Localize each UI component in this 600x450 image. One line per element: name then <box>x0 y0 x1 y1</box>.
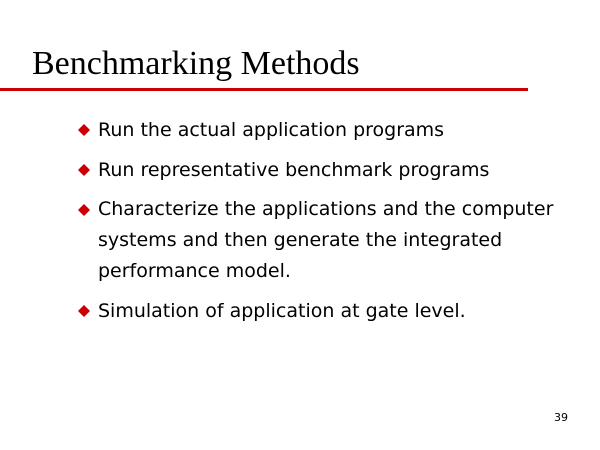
page-number: 39 <box>554 411 568 424</box>
slide-title: Benchmarking Methods <box>32 45 360 82</box>
diamond-bullet-icon <box>78 124 90 136</box>
title-underline <box>0 88 528 91</box>
bullet-item <box>78 295 578 327</box>
bullet-list <box>78 114 578 335</box>
bullet-item <box>78 154 578 186</box>
diamond-bullet-icon <box>78 164 90 176</box>
bullet-text: Simulation of application at gate level. <box>98 300 466 322</box>
bullet-text: Run the actual application programs <box>98 119 445 141</box>
bullet-item <box>78 114 578 146</box>
bullet-text: Run representative benchmark programs <box>98 159 490 181</box>
diamond-bullet-icon <box>78 305 90 317</box>
bullet-text: Characterize the applications and the computer systems and then generate the integrated performance model. <box>98 198 554 282</box>
bullet-item <box>78 194 578 287</box>
diamond-bullet-icon <box>78 204 90 216</box>
